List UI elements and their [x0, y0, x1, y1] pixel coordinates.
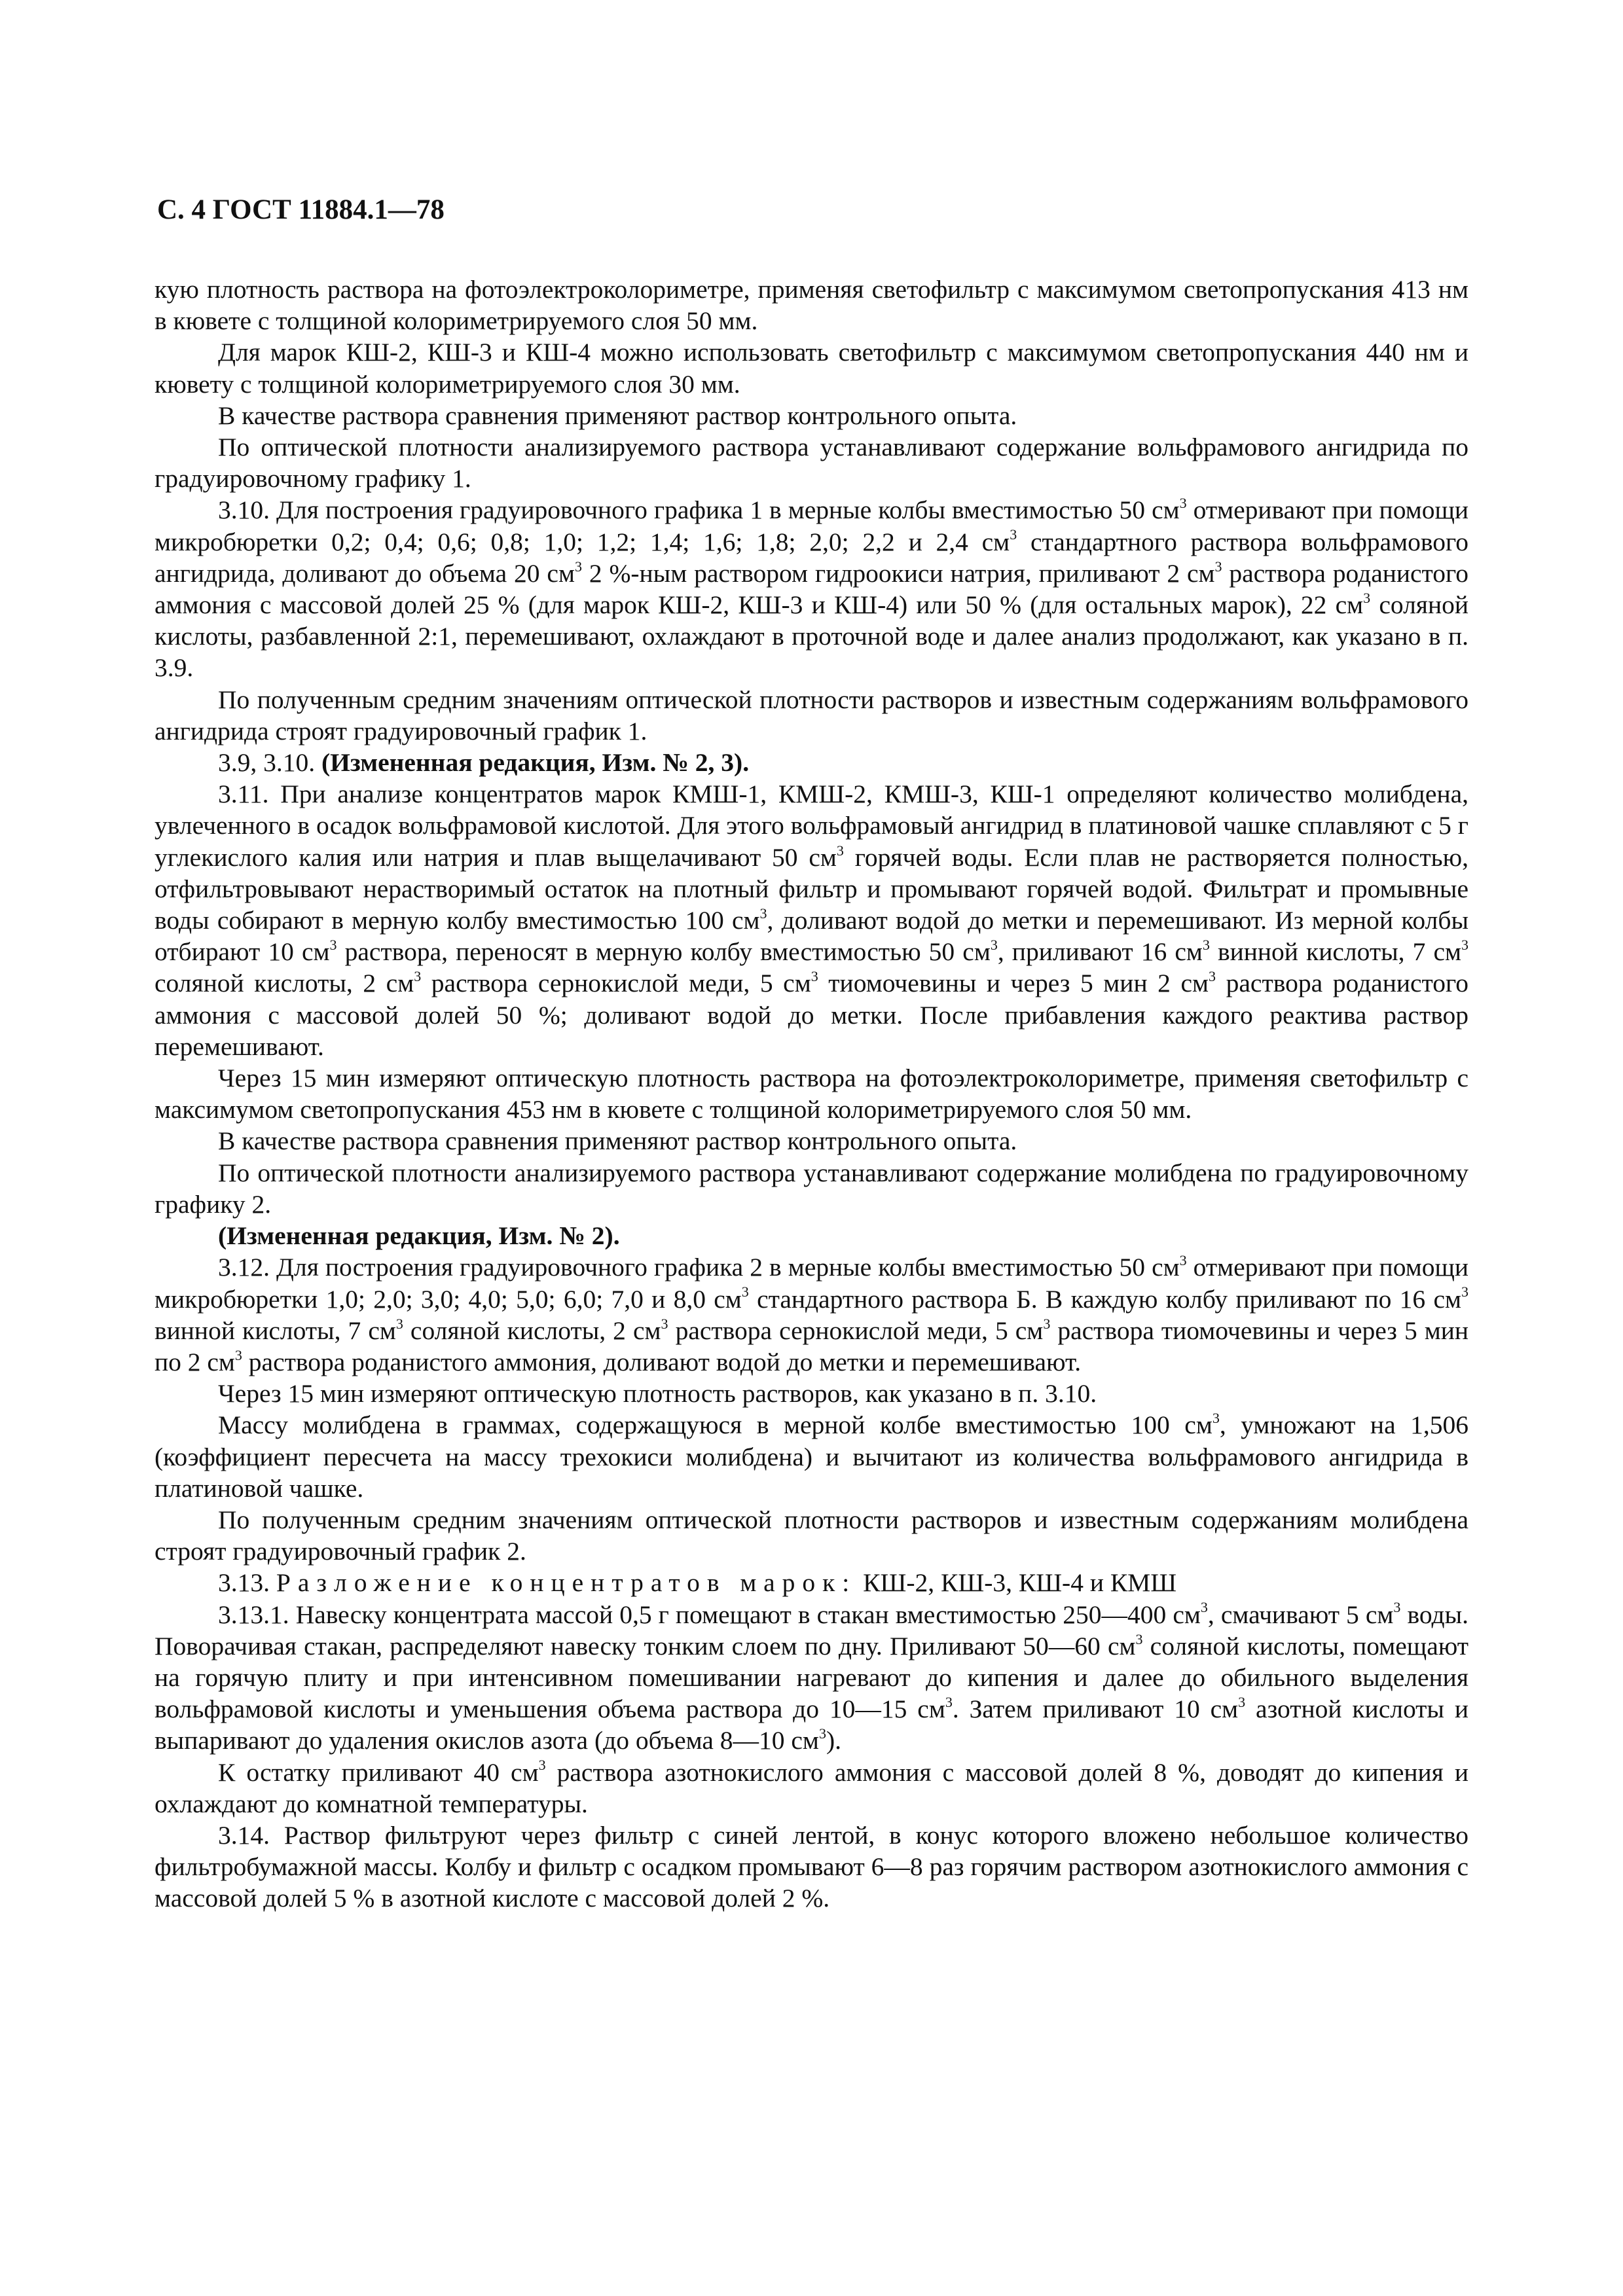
paragraph: 3.13.1. Навеску концентрата массой 0,5 г помещают в стакан вместимостью 250—400 $см^3$, смачивают 5 $см^3$ воды. Поворачивая стакан, распределяют навеску тонким слоем по дну. Приливают 50—60 $см^3$ соляной кислоты, помещают на горячую плиту и при интенсивном помешивании нагревают до кипения и далее до обильного выделения вольфрамовой кислоты и уменьшения объема раствора до 10—15 $см^3$. Затем приливают 10 $см^3$ азотной кислоты и выпаривают до удаления окислов азота (до объема 8—10 $см^3$). — [155, 1599, 1469, 1755]
paragraph: По оптической плотности анализируемого раствора устанавливают содержание молибдена по градуировочному графику 2. — [155, 1158, 1468, 1219]
paragraph: В качестве раствора сравнения применяют раствор контрольного опыта. — [218, 1126, 1017, 1156]
paragraph: Через 15 мин измеряют оптическую плотность растворов, как указано в п. 3.10. — [218, 1379, 1097, 1408]
paragraph: По полученным средним значениям оптической плотности растворов и известным содержаниям вольфрамового ангидрида строят градуировочный график 1. — [155, 685, 1468, 745]
paragraph: В качестве раствора сравнения применяют раствор контрольного опыта. — [218, 401, 1017, 430]
amendment-note: (Измененная редакция, Изм. № 2). — [218, 1221, 620, 1251]
document-body — [155, 274, 1468, 1914]
spaced-heading: Разложение концентратов марок: — [276, 1568, 857, 1598]
page-header: С. 4 ГОСТ 11884.1—78 — [157, 194, 445, 225]
paragraph: 3.11. При анализе концентратов марок КМШ-1, КМШ-2, КМШ-3, КШ-1 определяют количество молибдена, увлеченного в осадок вольфрамовой кислотой. Для этого вольфрамовый ангидрид в платиновой чашке сплавляют с 5 г углекислого калия или натрия и плав выщелачивают 50 $см^3$ горячей воды. Если плав не растворяется полностью, отфильтровывают нерастворимый остаток на плотный фильтр и промывают горячей водой. Фильтрат и промывные воды собирают в мерную колбу вместимостью 100 $см^3$, доливают водой до метки и перемешивают. Из мерной колбы отбирают 10 $см^3$ раствора, переносят в мерную колбу вместимостью 50 $см^3$, приливают 16 $см^3$ винной кислоты, 7 $см^3$ соляной кислоты, 2 $см^3$ раствора сернокислой меди, 5 $см^3$ тиомочевины и через 5 мин 2 $см^3$ раствора роданистого аммония с массовой долей 50 %; доливают водой до метки. После прибавления каждого реактива раствор перемешивают. — [155, 780, 1468, 1061]
paragraph: Массу молибдена в граммах, содержащуюся в мерной колбе вместимостью 100 $см^3$, умножают на 1,506 (коэффициент пересчета на массу трехокиси молибдена) и вычитают из количества вольфрамового ангидрида в платиновой чашке. — [155, 1410, 1468, 1503]
paragraph: 3.13. Разложение концентратов марок: КШ-2, КШ-3, КШ-4 и КМШ — [218, 1568, 1177, 1598]
paragraph: По оптической плотности анализируемого раствора устанавливают содержание вольфрамового ангидрида по градуировочному графику 1. — [155, 433, 1468, 493]
paragraph — [155, 1220, 1468, 1251]
paragraph: 3.10. Для построения градуировочного графика 1 в мерные колбы вместимостью 50 $см^3$ отмеривают при помощи микробюретки 0,2; 0,4; 0,6; 0,8; 1,0; 1,2; 1,4; 1,6; 1,8; 2,0; 2,2 и 2,4 $см^3$ стандартного раствора вольфрамового ангидрида, доливают до объема 20 $см^3$ 2 %-ным раствором гидроокиси натрия, приливают 2 $см^3$ раствора роданистого аммония с массовой долей 25 % (для марок КШ-2, КШ-3 и КШ-4) или 50 % (для остальных марок), 22 $см^3$ соляной кислоты, разбавленной 2:1, перемешивают, охлаждают в проточной воде и далее анализ продолжают, как указано в п. 3.9. — [155, 495, 1469, 683]
paragraph: Для марок КШ-2, КШ-3 и КШ-4 можно использовать светофильтр с максимумом светопропускания 440 нм и кювету с толщиной колориметрируемого слоя 30 мм. — [155, 338, 1468, 399]
paragraph: К остатку приливают 40 $см^3$ раствора азотнокислого аммония с массовой долей 8 %, доводят до кипения и охлаждают до комнатной температуры. — [155, 1757, 1468, 1818]
paragraph: 3.12. Для построения градуировочного графика 2 в мерные колбы вместимостью 50 $см^3$ отмеривают при помощи микробюретки 1,0; 2,0; 3,0; 4,0; 5,0; 6,0; 7,0 и 8,0 $см^3$ стандартного раствора Б. В каждую колбу приливают по 16 $см^3$ винной кислоты, 7 $см^3$ соляной кислоты, 2 $см^3$ раствора сернокислой меди, 5 $см^3$ раствора тиомочевины и через 5 мин по 2 $см^3$ раствора роданистого аммония, доливают водой до метки и перемешивают. — [155, 1252, 1469, 1376]
amendment-note: (Измененная редакция, Изм. № 2, 3). — [315, 748, 750, 778]
paragraph: кую плотность раствора на фотоэлектроколориметре, применяя светофильтр с максимумом светопропускания 413 нм в кювете с толщиной колориметрируемого слоя 50 мм. — [155, 275, 1468, 336]
paragraph: 3.14. Раствор фильтруют через фильтр с синей лентой, в конус которого вложено небольшое количество фильтробумажной массы. Колбу и фильтр с осадком промывают 6—8 раз горячим раствором азотнокислого аммония с массовой долей 5 % в азотной кислоте с массовой долей 2 %. — [155, 1820, 1468, 1913]
paragraph: По полученным средним значениям оптической плотности растворов и известным содержаниям молибдена строят градуировочный график 2. — [155, 1505, 1468, 1566]
paragraph: 3.9, 3.10. (Измененная редакция, Изм. № 2, 3). — [218, 748, 750, 778]
paragraph: Через 15 мин измеряют оптическую плотность раствора на фотоэлектроколориметре, применяя светофильтр с максимумом светопропускания 453 нм в кювете с толщиной колориметрируемого слоя 50 мм. — [155, 1064, 1468, 1124]
